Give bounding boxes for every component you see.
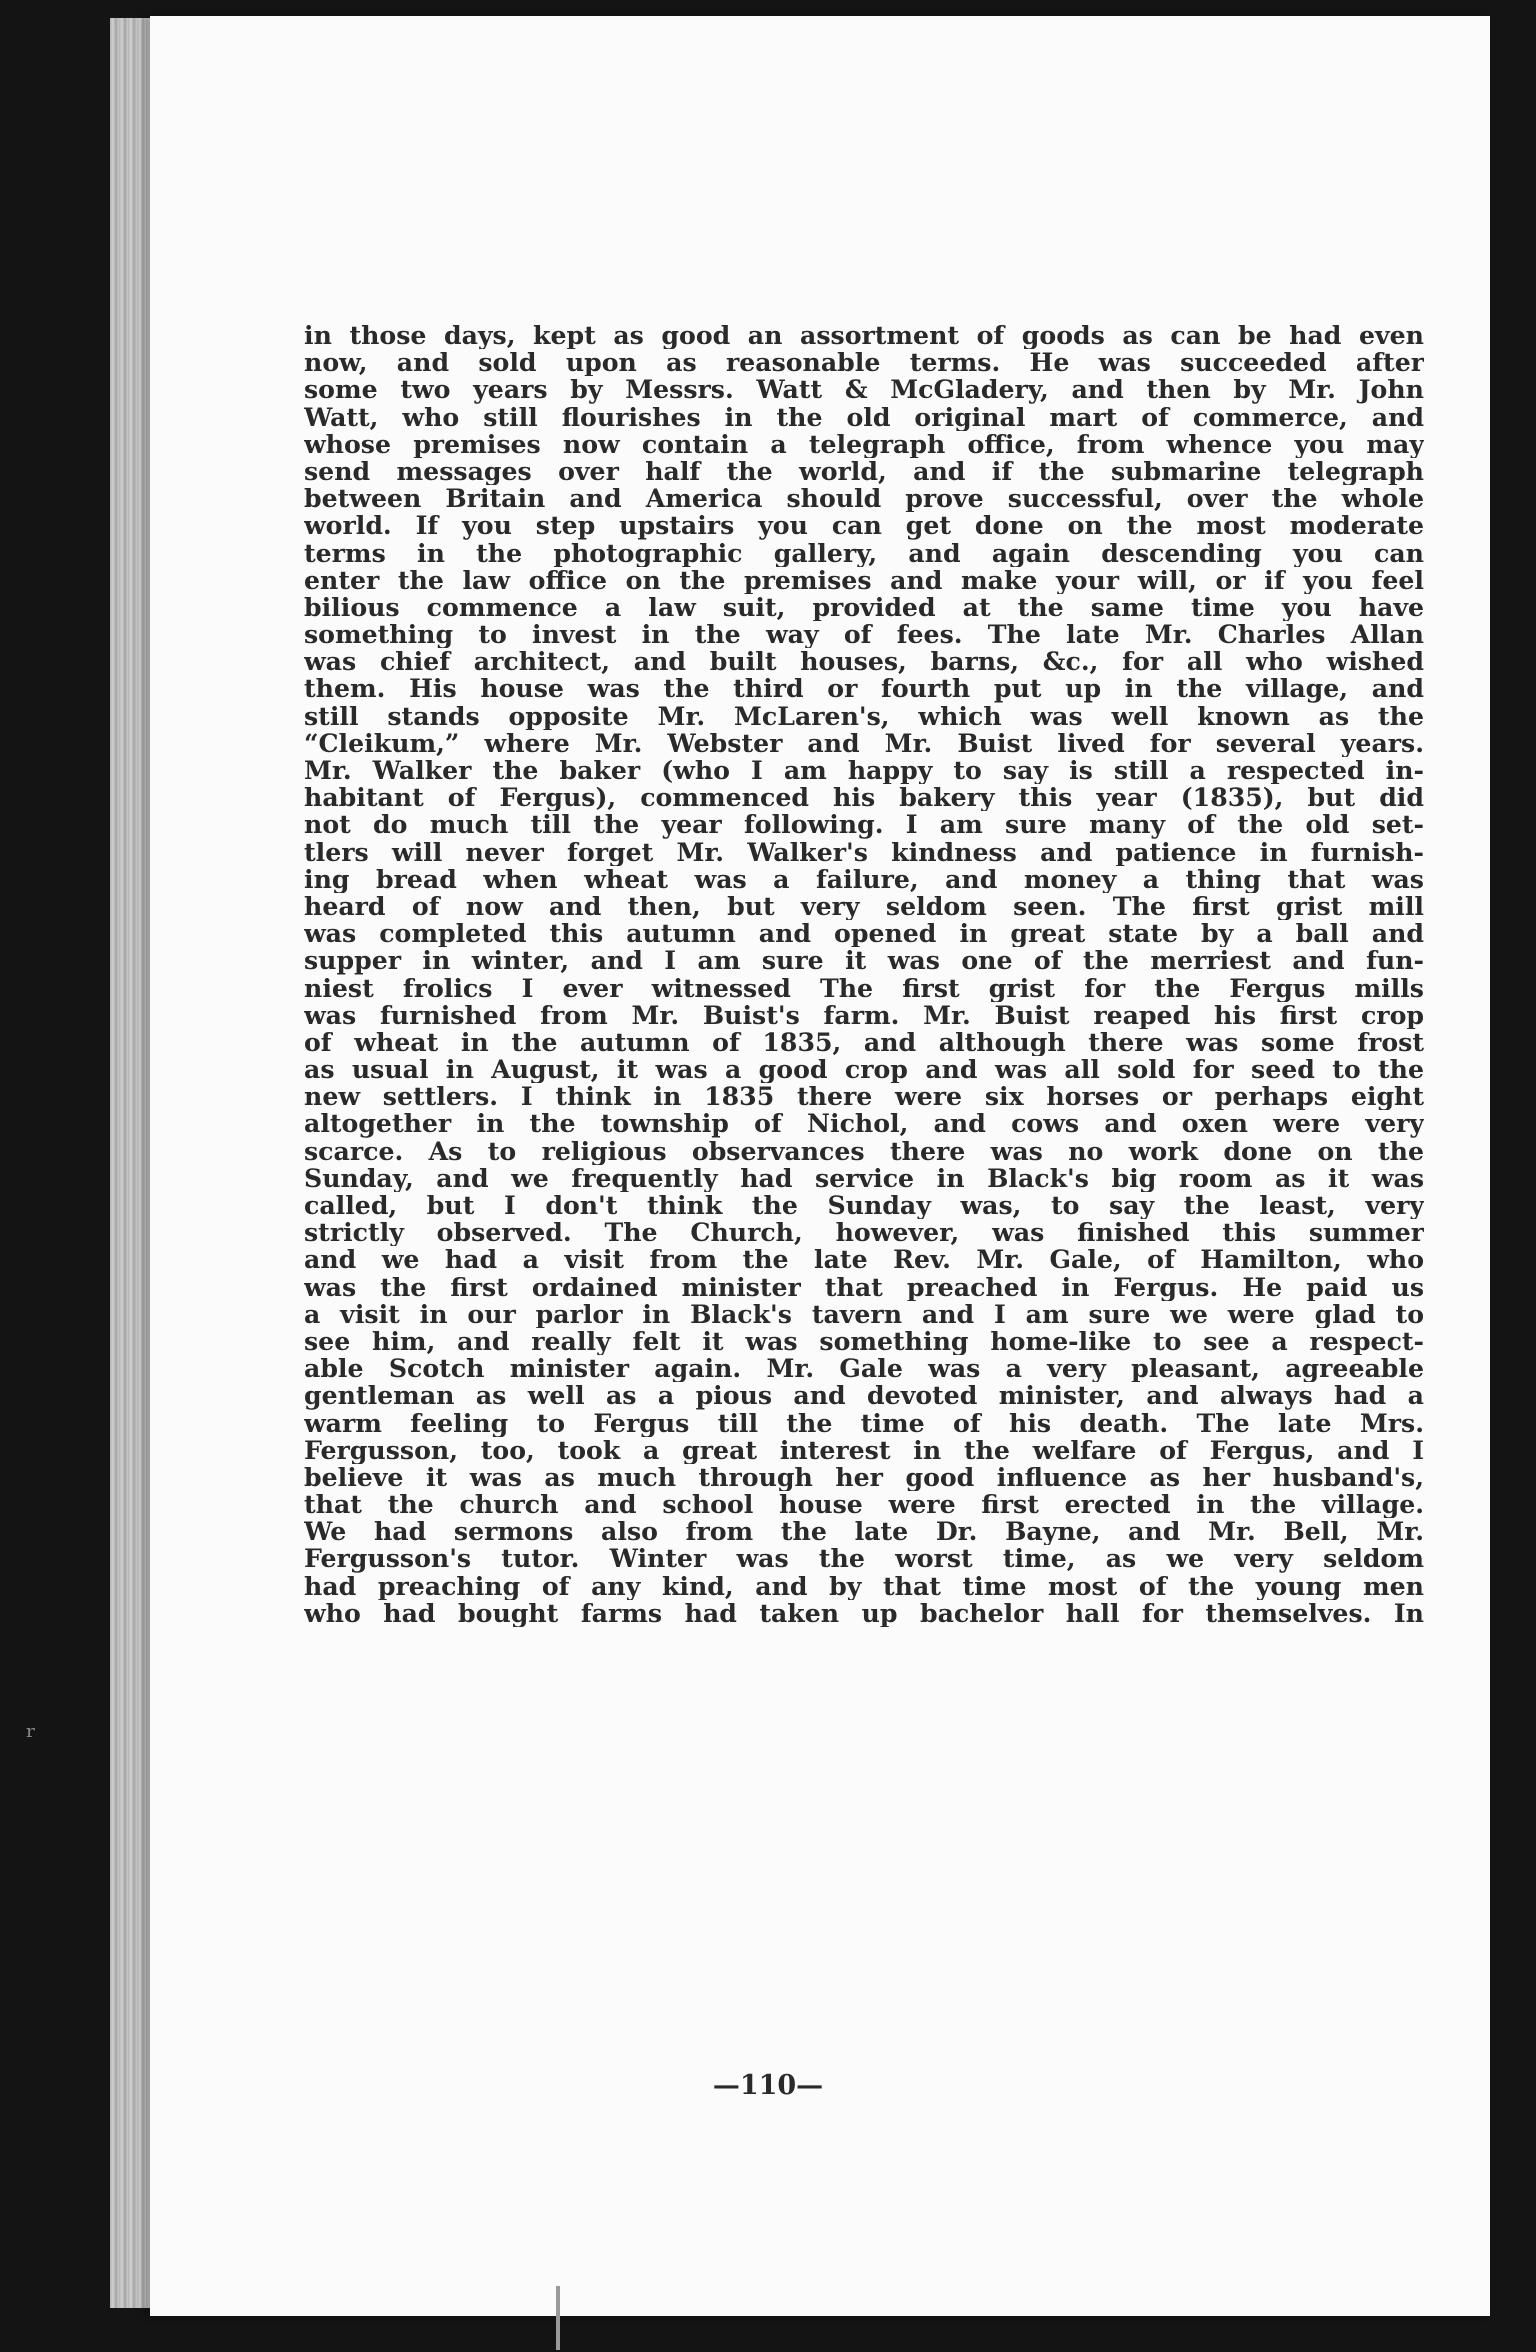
text-line: now, and sold upon as reasonable terms. He was succeeded after: [304, 349, 1424, 377]
text-line: had preaching of any kind, and by that time most of the young men: [304, 1572, 1424, 1600]
text-line: send messages over half the world, and if the submarine telegraph: [304, 457, 1424, 486]
text-line: who had bought farms had taken up bachelor hall for themselves. In: [304, 1599, 1424, 1627]
text-line: and we had a visit from the late Rev. Mr. Gale, of Hamilton, who: [304, 1246, 1424, 1274]
text-line: warm feeling to Fergus till the time of his death. The late Mrs.: [304, 1409, 1424, 1437]
text-line: whose premises now contain a telegraph office, from whence you may: [304, 430, 1424, 458]
text-line: believe it was as much through her good influence as her husband's,: [304, 1463, 1424, 1492]
text-line: between Britain and America should prove successful, over the whole: [304, 485, 1424, 513]
text-line: niest frolics I ever witnessed The first grist for the Fergus mills: [304, 974, 1424, 1002]
text-line: supper in winter, and I am sure it was one of the merriest and fun-: [304, 947, 1424, 975]
text-line: terms in the photographic gallery, and again descending you can: [304, 539, 1424, 567]
text-line: see him, and really felt it was something home-like to see a respect-: [304, 1327, 1424, 1356]
text-line: was furnished from Mr. Buist's farm. Mr. Buist reaped his first crop: [304, 1001, 1424, 1029]
text-line: tlers will never forget Mr. Walker's kindness and patience in furnish-: [304, 838, 1424, 866]
text-line: new settlers. I think in 1835 there were six horses or perhaps eight: [304, 1083, 1424, 1111]
text-line: in those days, kept as good an assortment of goods as can be had even: [304, 322, 1424, 350]
text-line: altogether in the township of Nichol, and cows and oxen were very: [304, 1110, 1424, 1138]
text-line: of wheat in the autumn of 1835, and although there was some frost: [304, 1028, 1424, 1057]
text-line: Mr. Walker the baker (who I am happy to say is still a respected in-: [304, 757, 1424, 785]
text-line: a visit in our parlor in Black's tavern and I am sure we were glad to: [304, 1300, 1424, 1328]
text-line: strictly observed. The Church, however, was finished this summer: [304, 1219, 1424, 1247]
text-line: gentleman as well as a pious and devoted minister, and always had a: [304, 1382, 1424, 1410]
text-line: was completed this autumn and opened in great state by a ball and: [304, 920, 1424, 948]
text-line: was the first ordained minister that preached in Fergus. He paid us: [304, 1273, 1424, 1301]
page-number: —110—: [712, 2070, 824, 2101]
text-line: world. If you step upstairs you can get done on the most moderate: [304, 512, 1424, 540]
text-line: habitant of Fergus), commenced his bakery this year (1835), but did: [304, 784, 1424, 812]
body-text: [304, 322, 1424, 1627]
text-line: We had sermons also from the late Dr. Bayne, and Mr. Bell, Mr.: [304, 1518, 1424, 1546]
text-line: Sunday, and we frequently had service in Black's big room as it was: [304, 1164, 1424, 1192]
text-line: as usual in August, it was a good crop and was all sold for seed to the: [304, 1056, 1424, 1084]
text-line: “Cleikum,” where Mr. Webster and Mr. Buist lived for several years.: [304, 729, 1424, 757]
margin-mark: ʳ: [26, 1720, 37, 1755]
text-line: Fergusson, too, took a great interest in the welfare of Fergus, and I: [304, 1436, 1424, 1464]
text-line: scarce. As to religious observances there was no work done on the: [304, 1137, 1424, 1165]
text-line: Watt, who still flourishes in the old original mart of commerce, and: [304, 403, 1424, 431]
text-line: called, but I don't think the Sunday was, to say the least, very: [304, 1192, 1424, 1220]
text-line: enter the law office on the premises and make your will, or if you feel: [304, 566, 1424, 594]
scan-artifact-mark: [556, 2286, 560, 2350]
text-line: that the church and school house were first erected in the village.: [304, 1491, 1424, 1519]
text-line: able Scotch minister again. Mr. Gale was a very pleasant, agreeable: [304, 1355, 1424, 1383]
text-line: something to invest in the way of fees. The late Mr. Charles Allan: [304, 621, 1424, 649]
text-line: some two years by Messrs. Watt & McGladery, and then by Mr. John: [304, 376, 1424, 404]
text-line: heard of now and then, but very seldom seen. The first grist mill: [304, 892, 1424, 921]
text-line: still stands opposite Mr. McLaren's, which was well known as the: [304, 702, 1424, 730]
text-line: Fergusson's tutor. Winter was the worst time, as we very seldom: [304, 1545, 1424, 1573]
text-line: bilious commence a law suit, provided at the same time you have: [304, 593, 1424, 622]
text-line: was chief architect, and built houses, barns, &c., for all who wished: [304, 648, 1424, 676]
text-line: ing bread when wheat was a failure, and money a thing that was: [304, 865, 1424, 893]
text-line: them. His house was the third or fourth put up in the village, and: [304, 675, 1424, 703]
text-line: not do much till the year following. I am sure many of the old set-: [304, 811, 1424, 839]
